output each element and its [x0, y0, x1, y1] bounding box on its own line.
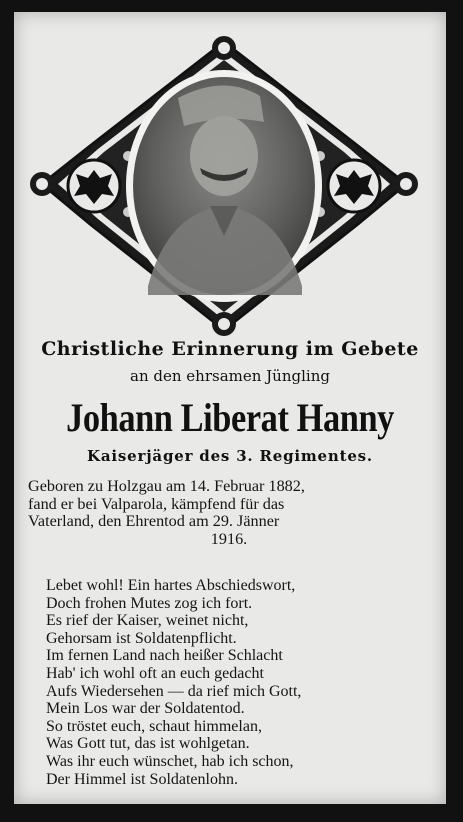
ornamental-frame: [28, 36, 420, 336]
poem-line: Gehorsam ist Soldatenpflicht.: [46, 629, 237, 647]
biography: [28, 478, 430, 548]
eagle-emblem-left-icon: [68, 160, 120, 212]
poem-line: So tröstet euch, schaut himmelan,: [46, 717, 262, 735]
poem-line: Was ihr euch wünschet, hab ich schon,: [46, 752, 294, 770]
poem-line: Im fernen Land nach heißer Schlacht: [46, 647, 283, 665]
poem-line: Mein Los war der Soldatentod.: [46, 700, 245, 718]
card-subtitle: an den ehrsamen Jüngling: [130, 367, 330, 385]
poem-line: Der Himmel ist Soldatenlohn.: [46, 770, 238, 788]
poem-line: Lebet wohl! Ein hartes Abschiedswort,: [46, 577, 296, 594]
poem-line: Es rief der Kaiser, weinet nicht,: [46, 612, 249, 630]
bio-line: 1916.: [210, 529, 248, 548]
bio-line: Vaterland, den Ehrentod am 29. Jänner: [28, 512, 280, 531]
poem-line: Doch frohen Mutes zog ich fort.: [46, 594, 253, 612]
poem-line: Hab' ich wohl oft an euch gedacht: [46, 664, 264, 682]
bio-line: Geboren zu Holzgau am 14. Februar 1882,: [28, 477, 305, 495]
poem-line: Aufs Wiedersehen — da rief mich Gott,: [46, 682, 302, 700]
farewell-poem: [46, 577, 426, 788]
regiment-line: Kaiserjäger des 3. Regimentes.: [87, 447, 373, 465]
memorial-card: [14, 12, 446, 804]
poem-line: Was Gott tut, das ist wohlgetan.: [46, 735, 250, 753]
deceased-name: Johann Liberat Hanny: [66, 395, 394, 440]
bio-line: fand er bei Valparola, kämpfend für das: [28, 494, 285, 513]
card-title: Christliche Erinnerung im Gebete: [41, 338, 419, 360]
eagle-emblem-right-icon: [328, 160, 380, 212]
